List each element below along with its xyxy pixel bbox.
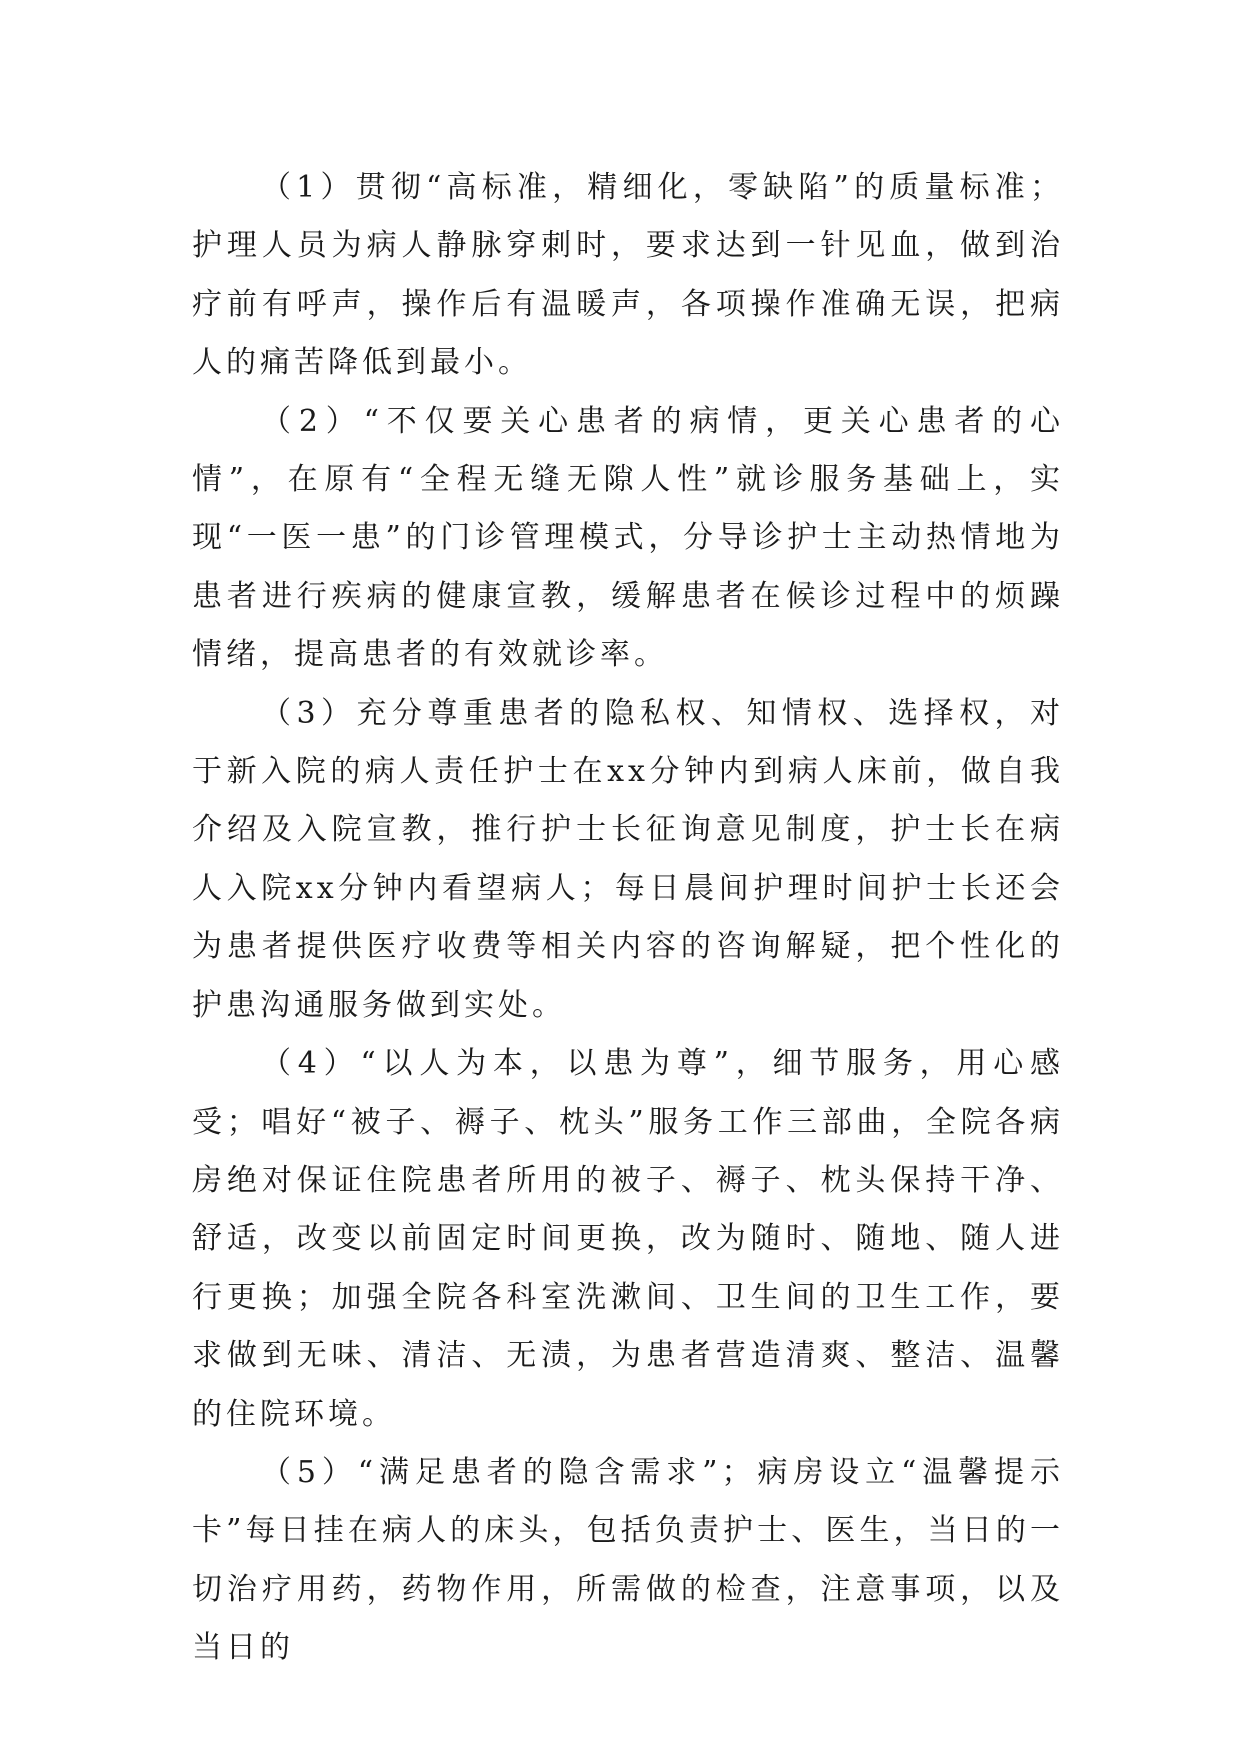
paragraph-4: （4）“以人为本，以患为尊”，细节服务，用心感受；唱好“被子、褥子、枕头”服务工作三部曲，全院各病房绝对保证住院患者所用的被子、褥子、枕头保持干净、舒适，改变以前固定时间更换，改为随时、随地、随人进行更换；加强全院各科室洗漱间、卫生间的卫生工作，要求做到无味、清洁、无渍，为患者营造清爽、整洁、温馨的住院环境。 (192, 1046, 1064, 1432)
paragraph-5: （5）“满足患者的隐含需求”；病房设立“温馨提示卡”每日挂在病人的床头，包括负责护士、医生，当日的一切治疗用药，药物作用，所需做的检查，注意事项，以及当日的 (192, 1454, 1064, 1666)
document-body (192, 159, 1064, 1678)
paragraph-3: （3）充分尊重患者的隐私权、知情权、选择权，对于新入院的病人责任护士在xx分钟内到病人床前，做自我介绍及入院宣教，推行护士长征询意见制度，护士长在病人入院xx分钟内看望病人；每日晨间护理时间护士长还会为患者提供医疗收费等相关内容的咨询解疑，把个性化的护患沟通服务做到实处。 (192, 695, 1064, 1023)
paragraph-2: （2）“不仅要关心患者的病情，更关心患者的心情”，在原有“全程无缝无隙人性”就诊服务基础上，实现“一医一患”的门诊管理模式，分导诊护士主动热情地为患者进行疾病的健康宣教，缓解患者在候诊过程中的烦躁情绪，提高患者的有效就诊率。 (192, 403, 1064, 673)
paragraph-1: （1）贯彻“高标准，精细化，零缺陷”的质量标准；护理人员为病人静脉穿刺时，要求达到一针见血，做到治疗前有呼声，操作后有温暖声，各项操作准确无误，把病人的痛苦降低到最小。 (192, 170, 1064, 381)
